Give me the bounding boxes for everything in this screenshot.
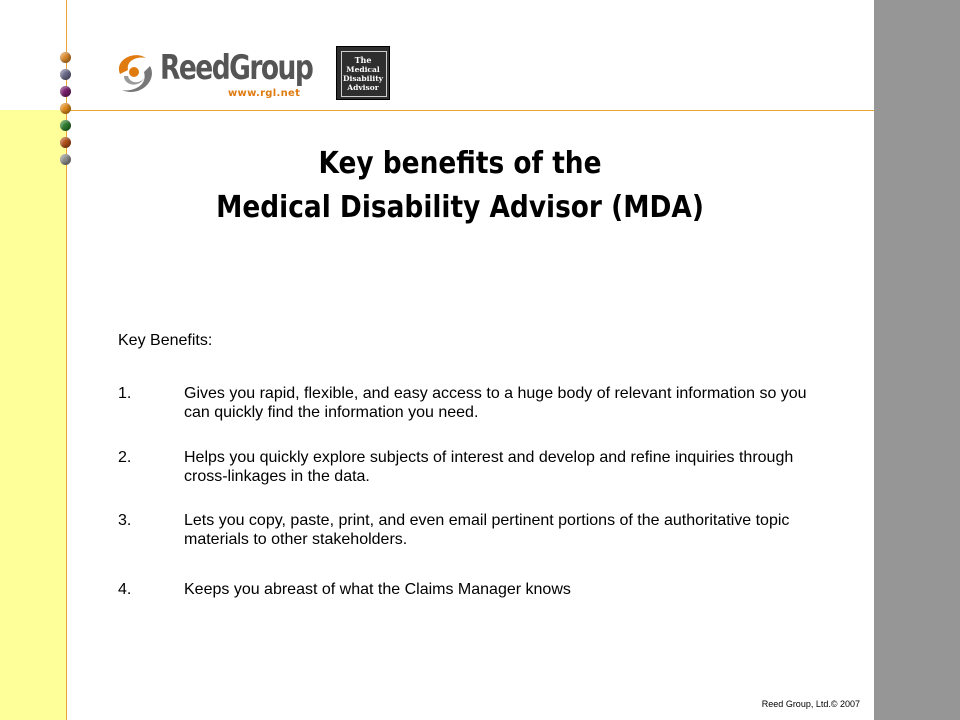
benefit-number: 3. — [118, 512, 132, 529]
brand-name: ReedGroup — [160, 48, 313, 88]
benefit-number: 1. — [118, 385, 132, 402]
benefit-text: Helps you quickly explore subjects of interest and develop and refine inquiries through cross-linkages in the data. — [184, 449, 794, 485]
copyright-footer: Reed Group, Ltd.© 2007 — [761, 699, 860, 709]
benefits-intro: Key Benefits: — [118, 332, 213, 349]
reedgroup-swirl-icon — [110, 46, 160, 100]
title-line-2: Medical Disability Advisor (MDA) — [216, 190, 704, 225]
svg-text:Advisor: Advisor — [347, 83, 379, 92]
header-divider — [66, 110, 874, 111]
dot-7 — [60, 154, 71, 165]
dot-3 — [60, 86, 71, 97]
dot-4 — [60, 103, 71, 114]
slide-title — [130, 142, 790, 230]
brand-url: www.rgl.net — [228, 88, 301, 99]
dot-6 — [60, 137, 71, 148]
dot-2 — [60, 69, 71, 80]
right-gray-bar — [874, 0, 960, 720]
dot-1 — [60, 52, 71, 63]
benefit-number: 2. — [118, 449, 132, 466]
svg-text:Disability: Disability — [342, 74, 384, 83]
mda-book-logo — [336, 46, 390, 100]
benefit-number: 4. — [118, 581, 132, 598]
svg-text:The: The — [354, 55, 372, 65]
reedgroup-logo — [110, 44, 313, 104]
benefit-text: Lets you copy, paste, print, and even email pertinent portions of the authoritative topic materials to other stakeholders. — [184, 512, 790, 548]
left-accent-band — [0, 110, 66, 720]
svg-text:Medical: Medical — [346, 65, 380, 74]
mda-book-text — [337, 47, 389, 99]
benefit-text: Keeps you abreast of what the Claims Manager knows — [184, 581, 571, 598]
title-line-1: Key benefits of the — [318, 146, 602, 181]
dot-5 — [60, 120, 71, 131]
benefit-text: Gives you rapid, flexible, and easy access to a huge body of relevant information so you can quickly find the information you need. — [184, 385, 807, 421]
